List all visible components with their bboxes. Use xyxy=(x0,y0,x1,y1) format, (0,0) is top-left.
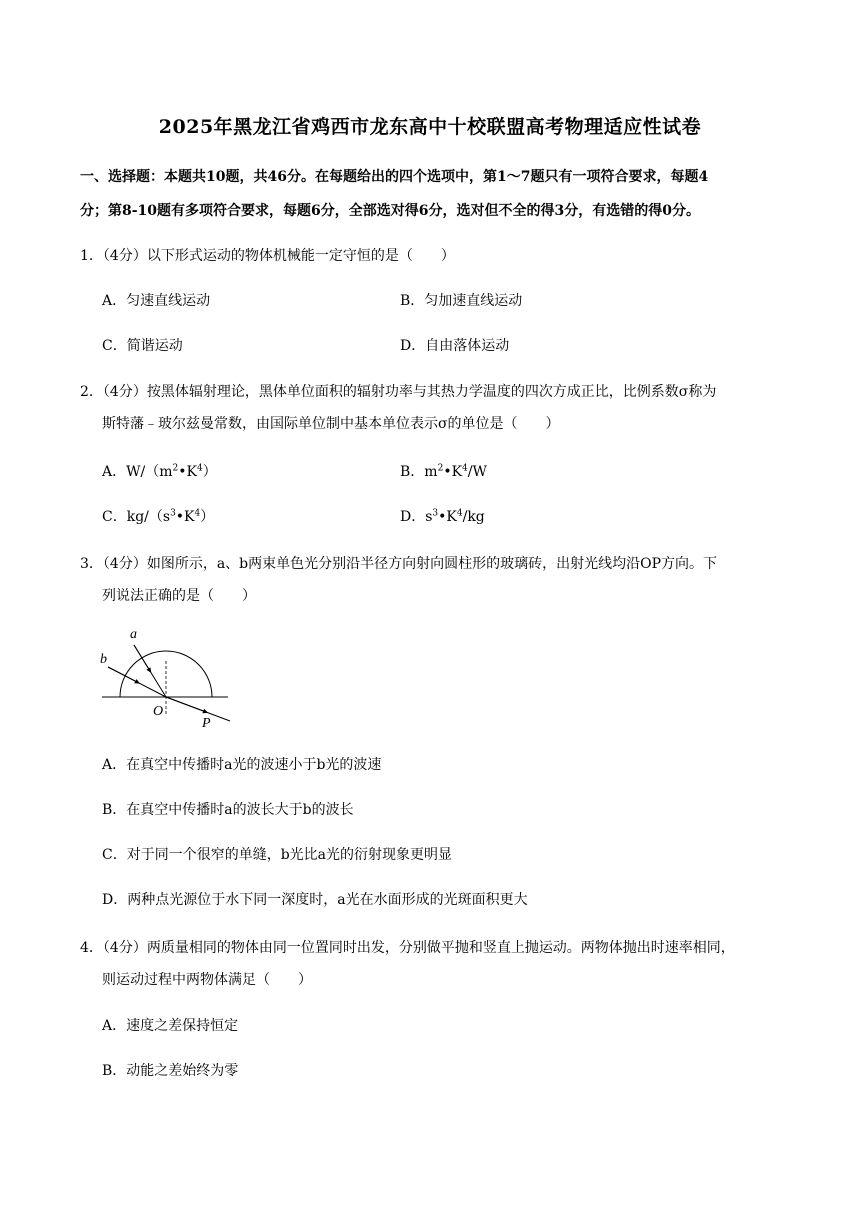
label-a: a xyxy=(130,627,137,642)
question-4-stem-line-1: 4．（4分）两质量相同的物体由同一位置同时出发，分别做平抛和竖直上抛运动。两物体抛出时速率相同， xyxy=(80,940,735,956)
question-4-stem-line-2: 则运动过程中两物体满足（ ） xyxy=(102,972,312,988)
question-1-option-c: C．简谐运动 xyxy=(102,338,183,354)
question-3-option-b: B．在真空中传播时a的波长大于b的波长 xyxy=(102,802,354,818)
ray-op-arrow xyxy=(166,697,206,712)
label-p: P xyxy=(202,716,211,730)
question-2-stem-line-1: 2．（4分）按黑体辐射理论，黑体单位面积的辐射功率与其热力学温度的四次方成正比，比例系数σ称为 xyxy=(80,384,717,400)
question-3-stem-line-2: 列说法正确的是（ ） xyxy=(102,588,256,604)
question-2-stem-line-2: 斯特藩﹣玻尔兹曼常数，由国际单位制中基本单位表示σ的单位是（ ） xyxy=(102,416,560,432)
question-1-stem: 1．（4分）以下形式运动的物体机械能一定守恒的是（ ） xyxy=(80,248,455,264)
question-4-option-b: B．动能之差始终为零 xyxy=(102,1063,239,1079)
section-line-2: 分；第8-10题有多项符合要求，每题6分，全部选对得6分，选对但不全的得3分，有选错的得0分。 xyxy=(80,203,700,219)
glass-semicircle-diagram xyxy=(98,625,238,730)
question-1-option-d: D．自由落体运动 xyxy=(400,338,510,354)
exam-title: 2025年黑龙江省鸡西市龙东高中十校联盟高考物理适应性试卷 xyxy=(158,116,702,138)
label-o: O xyxy=(153,704,164,719)
question-3-stem-line-1: 3．（4分）如图所示，a、b两束单色光分别沿半径方向射向圆柱形的玻璃砖，出射光线均沿OP方向。下 xyxy=(80,556,718,572)
section-instructions xyxy=(80,160,785,228)
question-4-option-a: A．速度之差保持恒定 xyxy=(102,1018,239,1034)
question-3-option-a: A．在真空中传播时a光的波速小于b光的波速 xyxy=(102,757,382,773)
question-2-option-d: D．$s^3•K^4/kg$ xyxy=(400,508,485,525)
question-2-stem xyxy=(80,376,785,440)
question-2-option-a: A．$W/(m^2•K^4)$ xyxy=(102,463,217,480)
question-3-stem xyxy=(80,548,785,612)
question-1-option-b: B．匀加速直线运动 xyxy=(400,293,523,309)
question-2-option-c: C．$kg/(s^3•K^4)$ xyxy=(102,508,215,525)
question-3-option-c: C．对于同一个很窄的单缝，b光比a光的衍射现象更明显 xyxy=(102,847,453,863)
question-3-option-d: D．两种点光源位于水下同一深度时，a光在水面形成的光斑面积更大 xyxy=(102,892,528,908)
ray-a-arrow xyxy=(134,645,150,671)
section-line-1: 一、选择题：本题共10题，共46分。在每题给出的四个选项中，第1～7题只有一项符合要求，每题4 xyxy=(80,169,709,185)
question-1-option-a: A．匀速直线运动 xyxy=(102,293,211,309)
question-2-option-b: B．$m^2•K^4/W$ xyxy=(400,463,487,480)
question-4-stem xyxy=(80,932,785,996)
label-b: b xyxy=(100,652,107,667)
